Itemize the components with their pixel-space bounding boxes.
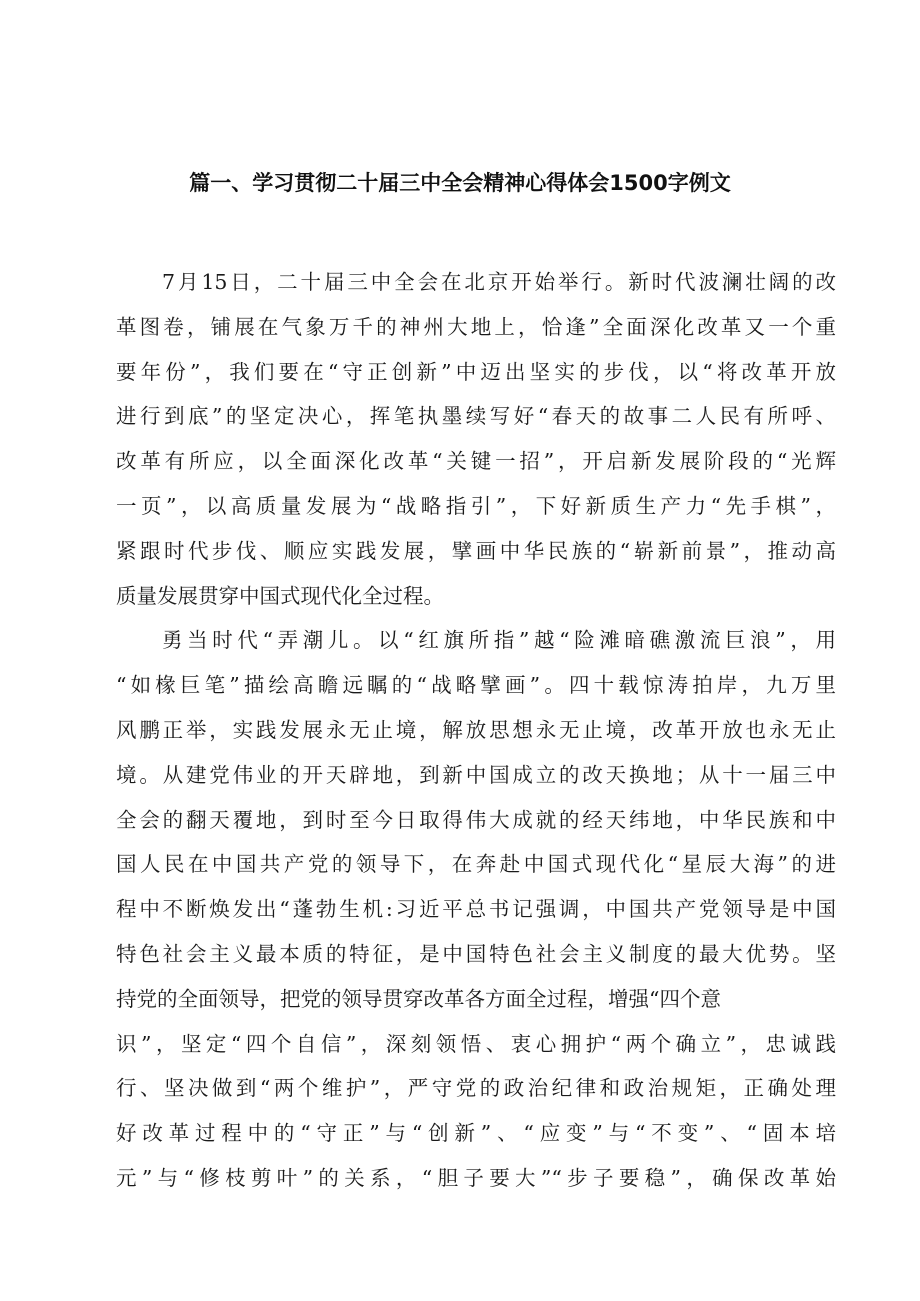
document-body [116,260,836,1201]
paragraph-line: 行、坚决做到“两个维护”，严守党的政治纪律和政治规矩，正确处理 [116,1076,836,1101]
document-title: 篇一、学习贯彻二十届三中全会精神心得体会1500字例文 [189,171,731,195]
paragraph-line: 革图卷，铺展在气象万千的神州大地上，恰逢”全面深化改革又一个重 [116,314,836,339]
paragraph-line: 要年份”，我们要在“守正创新”中迈出坚实的步伐，以“将改革开放 [116,359,836,384]
paragraph-1 [116,260,836,618]
paragraph-line: 持党的全面领导，把党的领导贯穿改革各方面全过程，增强“四个意 [116,986,721,1011]
paragraph-2 [116,618,836,1200]
paragraph-line: 7月15日，二十届三中全会在北京开始举行。新时代波澜壮阔的改 [162,270,836,294]
paragraph-line: 紧跟时代步伐、顺应实践发展，擘画中华民族的“崭新前景”，推动高 [116,538,836,563]
paragraph-line: 国人民在中国共产党的领导下，在奔赴中国式现代化“星辰大海”的进 [116,852,836,877]
paragraph-line: 特色社会主义最本质的特征，是中国特色社会主义制度的最大优势。坚 [116,941,836,966]
paragraph-line: 程中不断焕发出“蓬勃生机:习近平总书记强调，中国共产党领导是中国 [116,897,836,922]
paragraph-line: 进行到底”的坚定决心，挥笔执墨续写好“春天的故事二人民有所呼、 [116,404,836,429]
paragraph-line: 识”，坚定“四个自信”，深刻领悟、衷心拥护“两个确立”，忠诚践 [116,1031,836,1056]
paragraph-line: 改革有所应，以全面深化改革“关键一招”，开启新发展阶段的“光辉 [116,449,836,474]
paragraph-line: 一页”，以高质量发展为“战略指引”，下好新质生产力“先手棋”， [116,493,836,518]
paragraph-line: 风鹏正举，实践发展永无止境，解放思想永无止境，改革开放也永无止 [116,717,836,742]
paragraph-line: 勇当时代“弄潮儿。以“红旗所指”越“险滩暗礁激流巨浪”，用 [162,628,836,653]
paragraph-line: 质量发展贯穿中国式现代化全过程。 [116,583,444,608]
paragraph-line: 境。从建党伟业的开天辟地，到新中国成立的改天换地；从十一届三中 [116,762,836,787]
paragraph-line: “如椽巨笔”描绘高瞻远瞩的“战略擘画”。四十载惊涛拍岸，九万里 [116,673,836,698]
paragraph-line: 好改革过程中的“守正”与“创新”、“应变”与“不变”、“固本培 [116,1121,836,1146]
paragraph-line: 元”与“修枝剪叶”的关系，“胆子要大”“步子要稳”，确保改革始 [116,1165,836,1190]
paragraph-line: 全会的翻天覆地，到时至今日取得伟大成就的经天纬地，中华民族和中 [116,807,836,832]
